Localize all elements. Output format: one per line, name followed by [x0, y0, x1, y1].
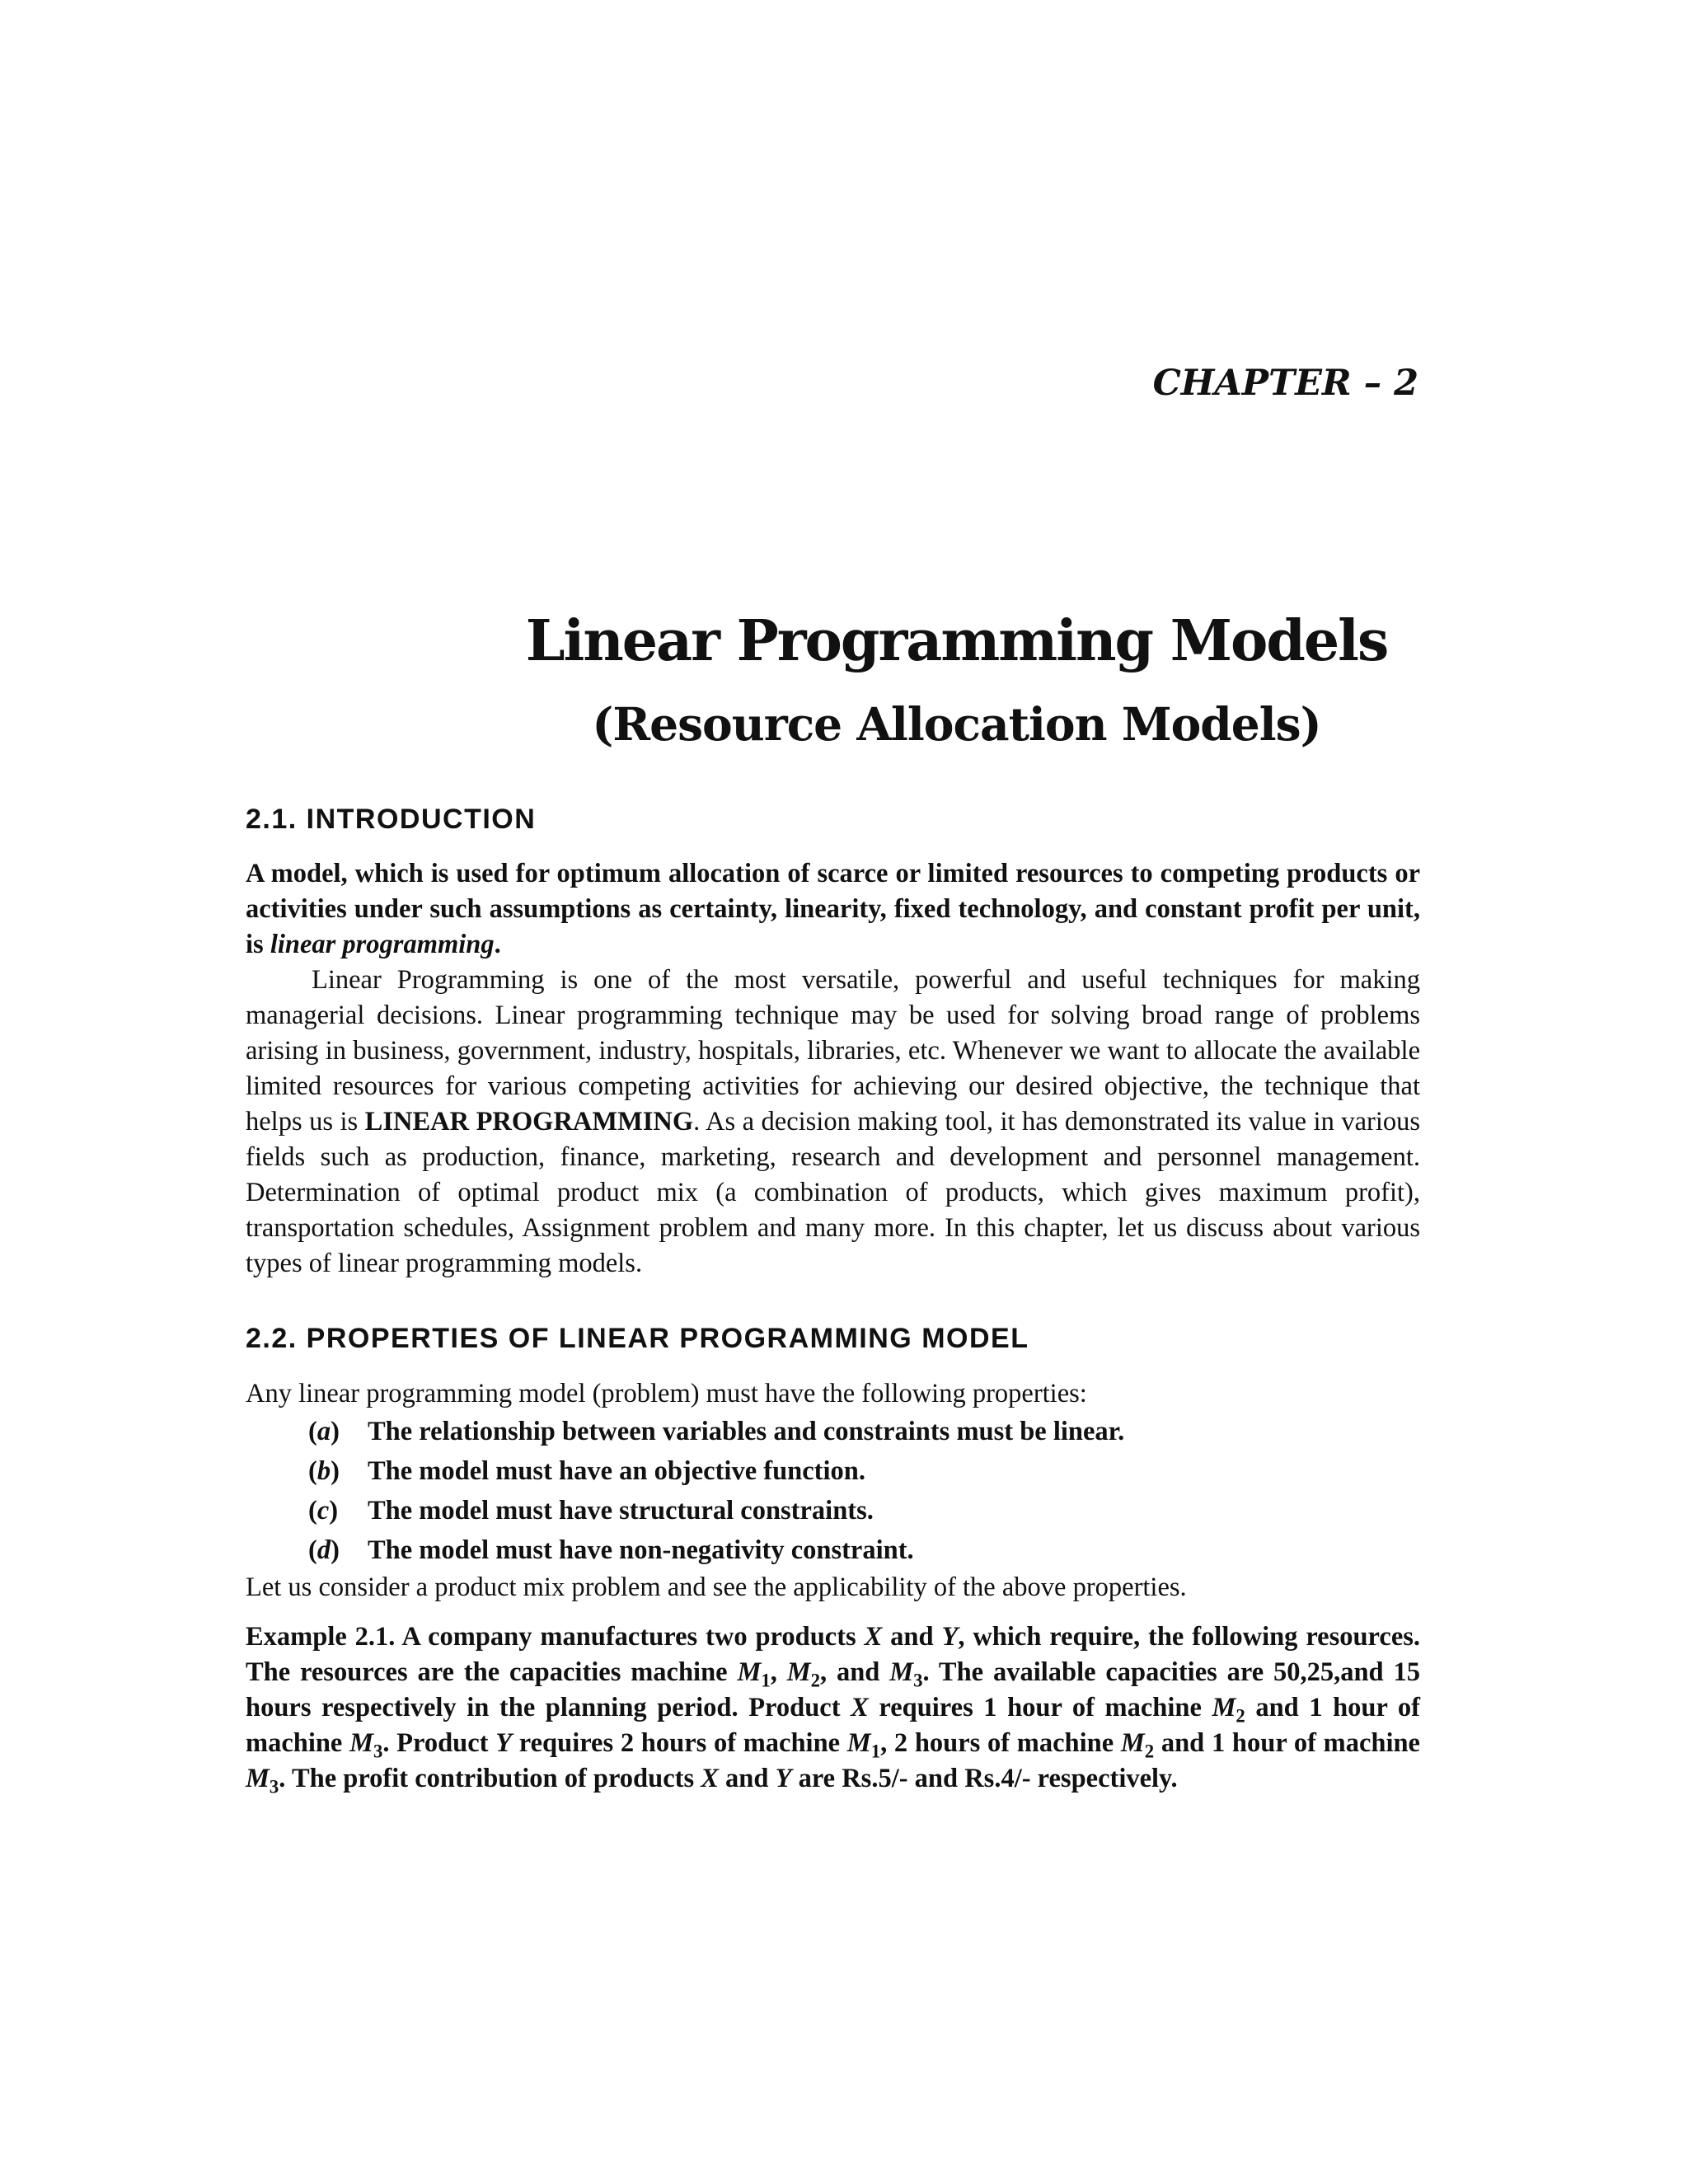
intro-body-part1: Linear Programming is one of the most versatile, powerful and useful techniques for making managerial decisions. Linear programming technique may be used for solving broad range of problems arising in business, government, industry, hospitals, libraries, etc. Whenever we want to allocate the available limited resources for various competing activities for achieving our desired objective, the technique that helps us is	[246, 965, 1420, 1137]
properties-section	[246, 1376, 1420, 1605]
definition-term: linear programming	[270, 930, 495, 959]
list-marker: (c)	[308, 1496, 339, 1526]
properties-list	[246, 1412, 1420, 1570]
chapter-title: Linear Programming Models	[525, 608, 1388, 674]
list-item	[246, 1451, 1420, 1491]
properties-intro: Any linear programming model (problem) must have the following properties:	[246, 1379, 1087, 1408]
list-item-text: The model must have structural constraints.	[368, 1496, 874, 1526]
introduction-paragraph	[246, 963, 1420, 1282]
example-label: Example 2.1.	[246, 1622, 396, 1652]
section-heading-properties: 2.2. PROPERTIES OF LINEAR PROGRAMMING MODEL	[246, 1323, 1029, 1354]
intro-body-part2: . As a decision making tool, it has demonstrated its value in various fields such as production, finance, marketing, research and development and personnel management. Determination of optimal product mix (a combination of products, which gives maximum profit), transportation schedules, Assignment problem and many more. In this chapter, let us discuss about various types of linear programming models.	[246, 1107, 1420, 1278]
example-section	[246, 1619, 1420, 1797]
list-item-text: The model must have non-negativity constraint.	[368, 1535, 914, 1565]
definition-text: A model, which is used for optimum allocation of scarce or limited resources to competing products or activities under such assumptions as certainty, linearity, fixed technology, and constant profit per unit, is	[246, 859, 1420, 959]
list-item	[246, 1530, 1420, 1570]
introduction-section	[246, 856, 1420, 1282]
list-marker: (a)	[308, 1417, 340, 1446]
properties-outro: Let us consider a product mix problem and see the applicability of the above properties.	[246, 1572, 1187, 1602]
list-marker: (b)	[308, 1456, 340, 1486]
chapter-label: CHAPTER – 2	[1152, 363, 1418, 404]
list-marker: (d)	[308, 1535, 340, 1565]
section-heading-introduction: 2.1. INTRODUCTION	[246, 804, 537, 835]
chapter-subtitle: (Resource Allocation Models)	[592, 697, 1321, 751]
list-item	[246, 1491, 1420, 1530]
list-item-text: The model must have an objective function.	[368, 1456, 865, 1486]
intro-body-bold: LINEAR PROGRAMMING	[364, 1107, 694, 1137]
example-paragraph: Example 2.1. A company manufactures two products X and Y, which require, the following resources. The resources are the capacities machine $M_1$, $M_2$, and $M_3$. The available capacities are 50,25,and 15 hours respectively in the planning period. Product X requires 1 hour of machine $M_2$ and 1 hour of machine $M_3$. Product Y requires 2 hours of machine $M_1$, 2 hours of machine $M_2$ and 1 hour of machine $M_3$. The profit contribution of products X and Y are Rs.5/- and Rs.4/- respectively.	[246, 1622, 1421, 1797]
definition-end: .	[494, 930, 501, 959]
definition-paragraph	[246, 856, 1420, 963]
list-item-text: The relationship between variables and constraints must be linear.	[368, 1417, 1125, 1446]
list-item	[246, 1412, 1420, 1451]
